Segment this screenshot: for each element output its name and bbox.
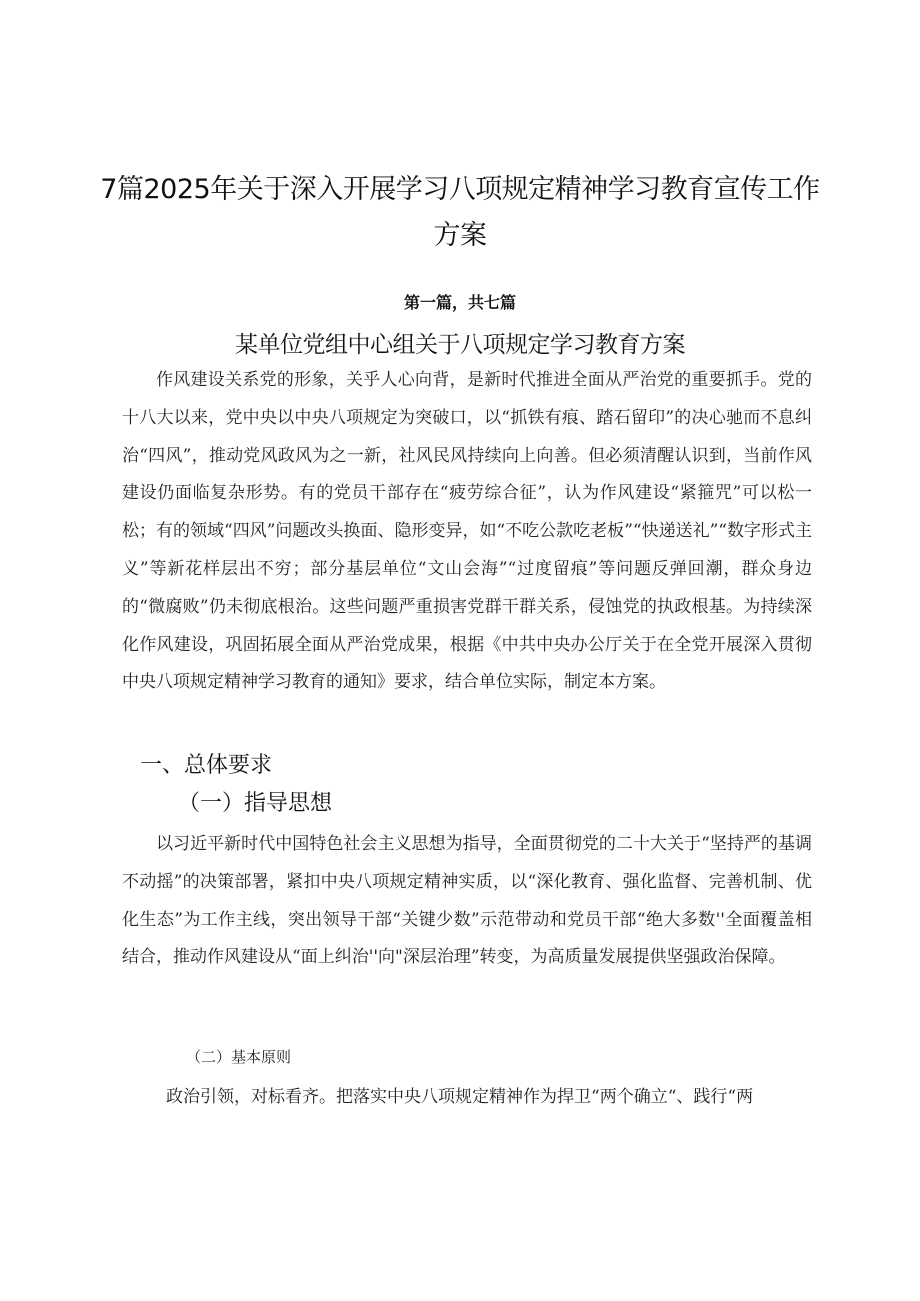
heading-general-requirements: 一、总体要求 xyxy=(140,753,273,778)
basic-principles-paragraph: 政治引领，对标看齐。把落实中央八项规定精神作为捍卫“两个确立“、践行“两 xyxy=(166,1087,754,1107)
intro-paragraph: 作风建设关系党的形象，关乎人心向背，是新时代推进全面从严治党的重要抓手。党的十八大以来，党中央以中央八项规定为突破口，以“抓铁有痕、踏石留印”的决心驰而不息纠治“四风”，推动党风政风为之一新，社风民风持续向上向善。但必须清醒认识到，当前作风建设仍面临复杂形势。有的党员干部存在“疲劳综合征”，认为作风建设“紧箍咒”可以松一松；有的领域“四风”问题改头换面、隐形变异，如“不吃公款吃老板”“快递送礼”“数字形式主义”等新花样层出不穷；部分基层单位“文山会海”“过度留痕”等问题反弹回潮，群众身边的“微腐败”仍未彻底根治。这些问题严重损害党群干群关系，侵蚀党的执政根基。为持续深化作风建设，巩固拓展全面从严治党成果，根据《中共中央办公厅关于在全党开展深入贯彻中央八项规定精神学习教育的通知》要求，结合单位实际，制定本方案。 xyxy=(122,370,812,693)
document-title-line2: 方案 xyxy=(433,220,487,251)
part-label: 第一篇，共七篇 xyxy=(403,293,516,312)
section-title: 某单位党组中心组关于八项规定学习教育方案 xyxy=(235,332,685,358)
heading-guiding-thought: （一）指导思想 xyxy=(178,791,333,816)
document-title-line1: 7篇2025年关于深入开展学习八项规定精神学习教育宣传工作 xyxy=(100,174,820,205)
guiding-thought-paragraph: 以习近平新时代中国特色社会主义思想为指导，全面贯彻党的二十大关于“坚持严的基调不动摇”的决策部署，紧扣中央八项规定精神实质，以“深化教育、强化监督、完善机制、优化生态”为工作主线，突出领导干部“关键少数”示范带动和党员干部“绝大多数''全面覆盖相结合，推动作风建设从“面上纠治''向"深层治理”转变，为高质量发展提供坚强政治保障。 xyxy=(122,834,812,968)
heading-basic-principles: （二）基本原则 xyxy=(186,1048,292,1066)
